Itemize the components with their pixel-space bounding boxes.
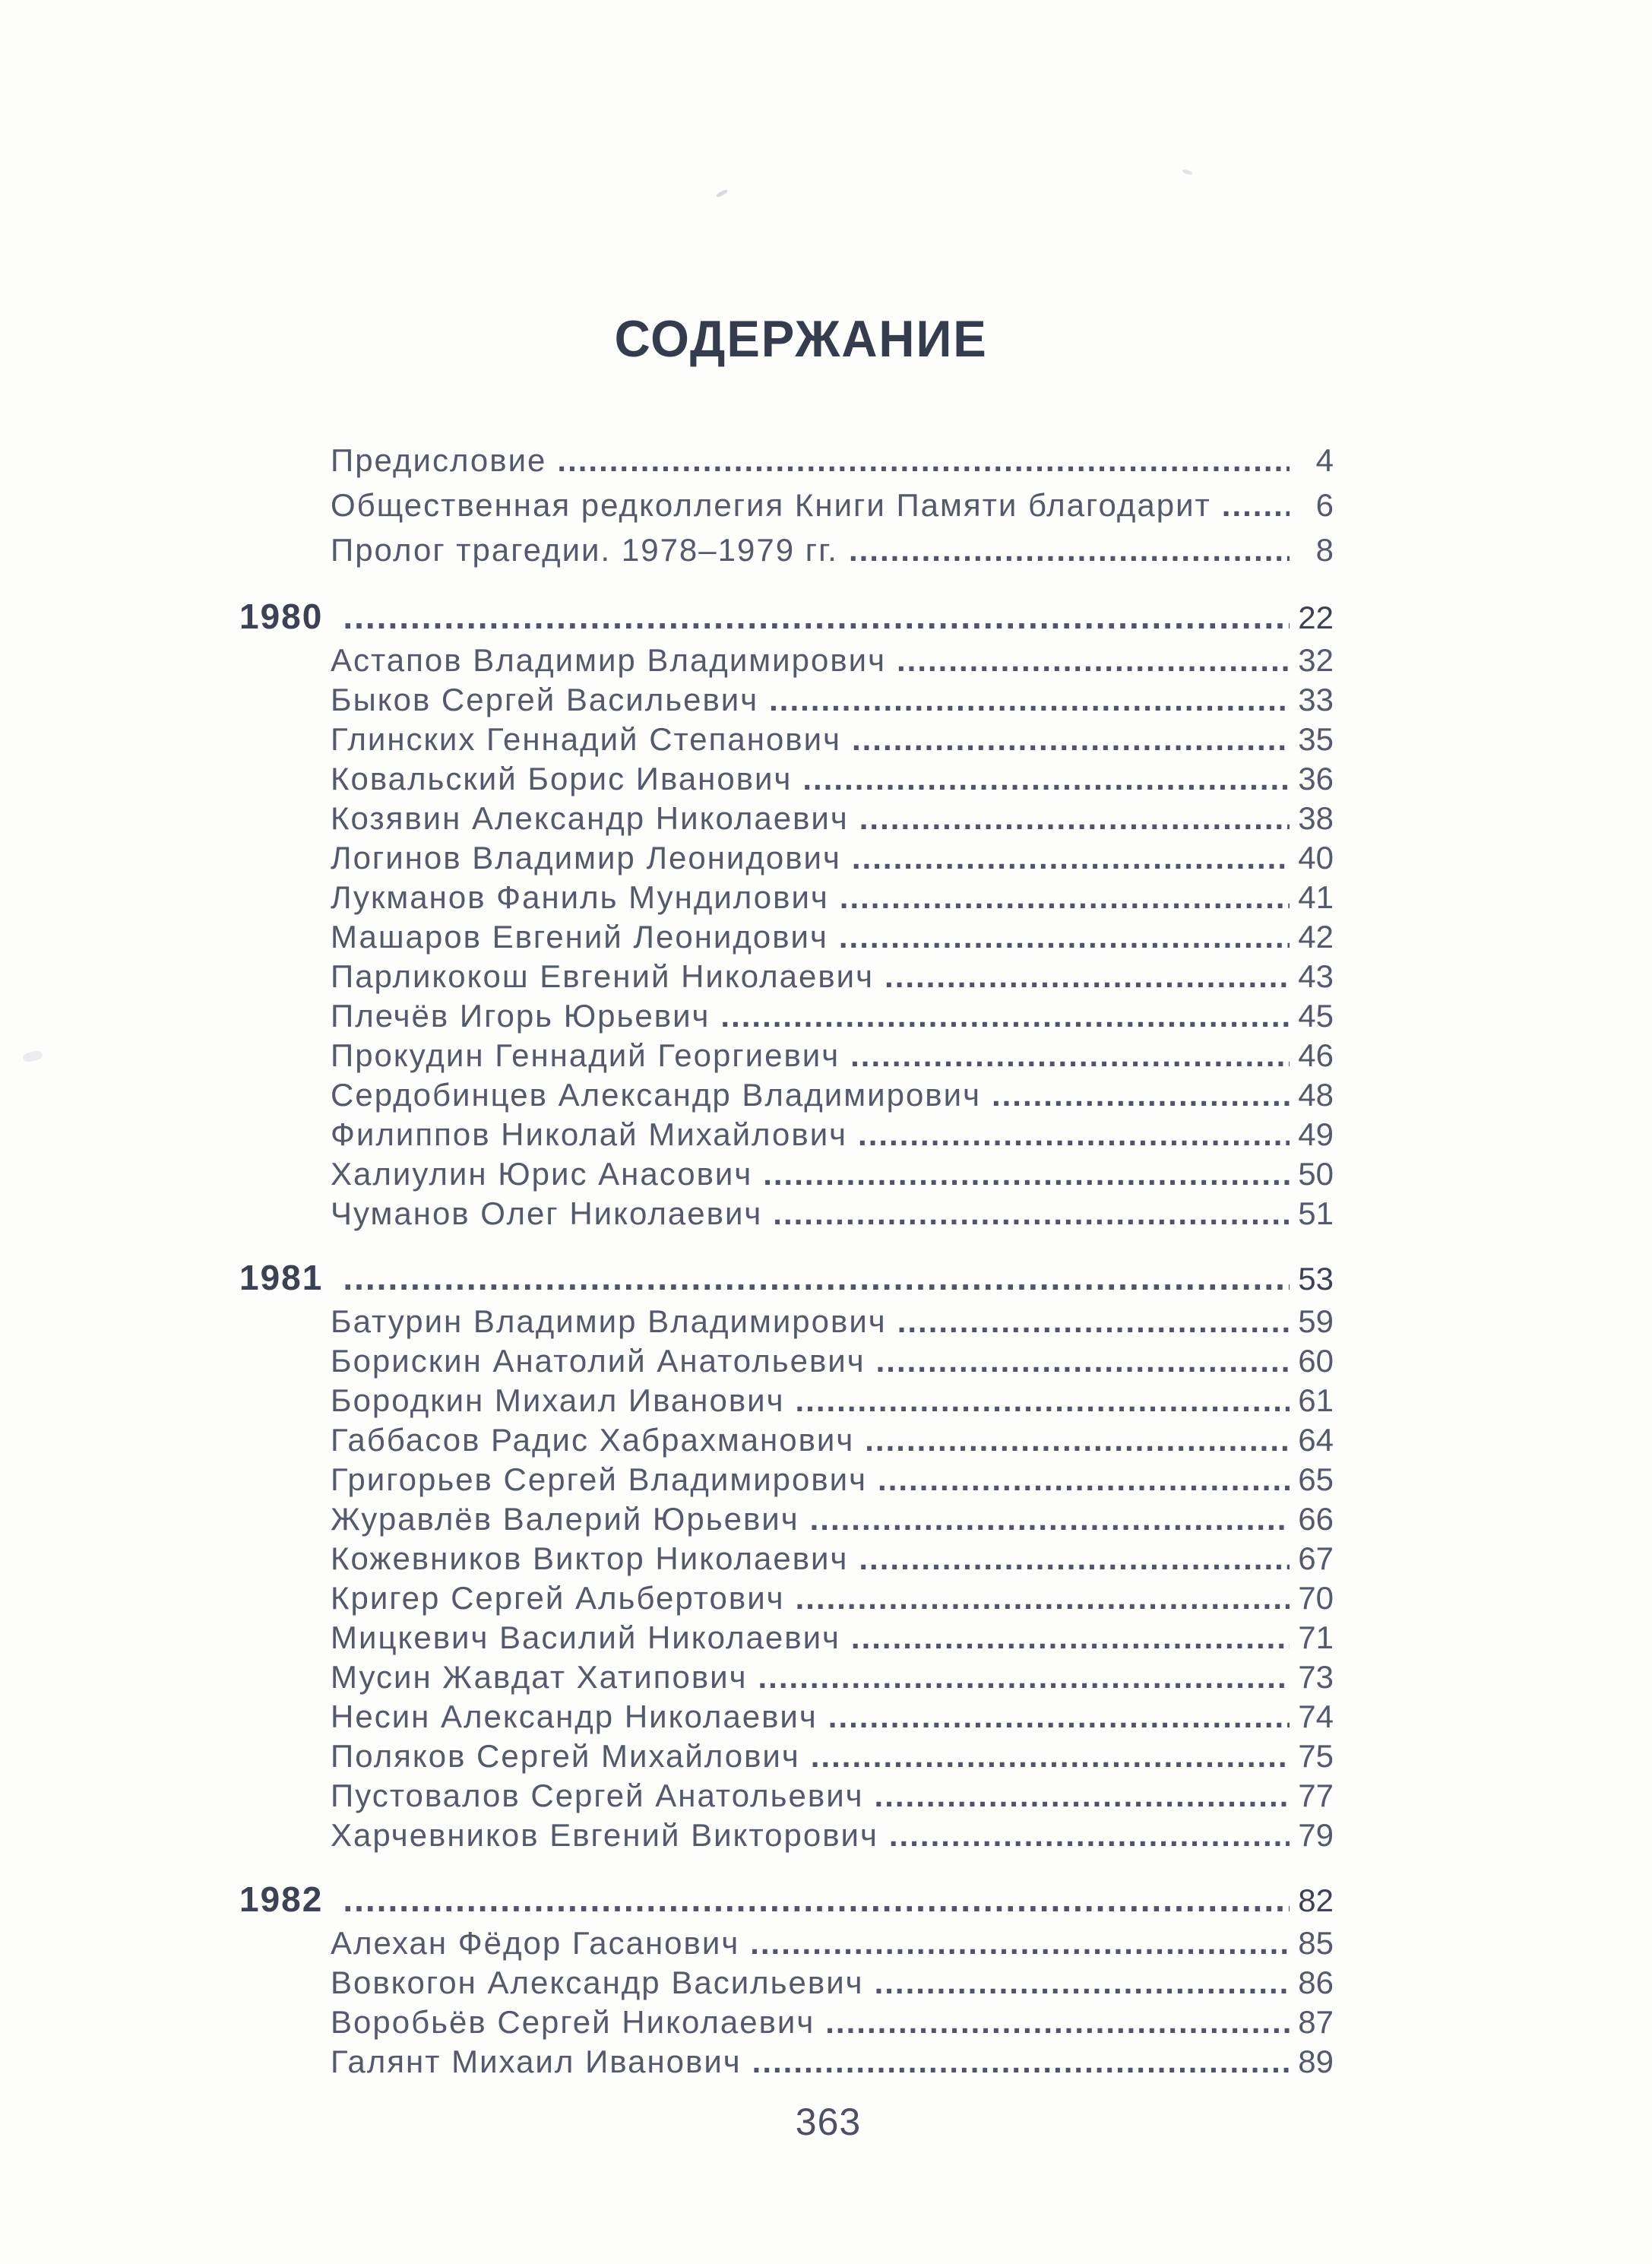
year-heading-1982-label: 1982	[239, 1879, 324, 1919]
year-heading-1980-label: 1980	[239, 597, 324, 636]
toc-entry	[239, 2003, 1334, 2042]
toc-entry	[239, 878, 1334, 917]
scan-speck	[22, 1050, 43, 1062]
toc-entry-page-number: 32	[1298, 642, 1334, 678]
dot-leader	[815, 2003, 1290, 2042]
toc-entry	[239, 1924, 1334, 1963]
year-heading-1981	[239, 1258, 1334, 1297]
dot-leader	[323, 1258, 1290, 1297]
toc-entry-label: Пустовалов Сергей Анатольевич	[331, 1778, 864, 1813]
dot-leader	[323, 1879, 1290, 1919]
toc-entry-label: Ковальский Борис Иванович	[331, 761, 793, 796]
dot-leader	[864, 1776, 1290, 1816]
dot-leader	[864, 1963, 1290, 2003]
toc-entry	[239, 720, 1334, 759]
toc-entry-label: Чуманов Олег Николаевич	[331, 1195, 763, 1231]
toc-entry-page-number: 66	[1298, 1501, 1334, 1537]
dot-leader	[886, 641, 1290, 680]
toc-entry-page-number: 61	[1298, 1382, 1334, 1418]
dot-leader	[849, 799, 1290, 838]
dot-leader	[829, 878, 1290, 917]
dot-leader	[742, 2042, 1290, 2082]
toc-entry-label: Сердобинцев Александр Владимирович	[331, 1077, 981, 1113]
toc-entry-label: Галянт Михаил Иванович	[331, 2044, 742, 2079]
toc-entry-page-number: 59	[1298, 1303, 1334, 1339]
toc-entry-page-number: 64	[1298, 1422, 1334, 1458]
year-heading-1981-page-number: 53	[1298, 1261, 1334, 1297]
entries-1981	[239, 1302, 1334, 1855]
toc-entry-label: Борискин Анатолий Анатольевич	[331, 1343, 866, 1379]
dot-leader	[739, 1924, 1290, 1963]
toc-entry	[239, 641, 1334, 680]
toc-entry	[239, 759, 1334, 799]
toc-entry	[239, 1618, 1334, 1658]
dot-leader	[752, 1154, 1290, 1194]
toc-entry	[239, 1737, 1334, 1776]
year-heading-1981-label: 1981	[239, 1258, 324, 1297]
dot-leader	[799, 1499, 1290, 1539]
toc-entry-label: Филиппов Николай Михайлович	[331, 1116, 848, 1152]
toc-entry-page-number: 87	[1298, 2004, 1334, 2040]
toc-entry-label: Астапов Владимир Владимирович	[331, 642, 886, 678]
toc-entry-label: Мусин Жавдат Хатипович	[331, 1659, 748, 1695]
toc-entry-label: Мицкевич Василий Николаевич	[331, 1620, 840, 1655]
toc-entry	[239, 1420, 1334, 1460]
toc-entry-page-number: 36	[1298, 761, 1334, 796]
toc-entry-page-number: 46	[1298, 1037, 1334, 1073]
year-sections	[239, 597, 1334, 2082]
toc-entry	[239, 680, 1334, 720]
dot-leader	[828, 917, 1290, 957]
toc-entry	[239, 1154, 1334, 1194]
toc-entry	[239, 1539, 1334, 1578]
toc-entry-page-number: 43	[1298, 958, 1334, 994]
front-matter-entry-page-number: 8	[1315, 532, 1334, 568]
toc-entry	[239, 917, 1334, 957]
dot-leader	[710, 996, 1290, 1036]
year-heading-1982	[239, 1879, 1334, 1919]
toc-entry-label: Кригер Сергей Альбертович	[331, 1580, 785, 1616]
toc-entry	[239, 1341, 1334, 1381]
toc-entry-page-number: 48	[1298, 1077, 1334, 1113]
page-title: СОДЕРЖАНИЕ	[614, 310, 988, 368]
front-matter-entry	[239, 438, 1334, 483]
front-matter-entry-page-number: 4	[1315, 442, 1334, 478]
toc-entry	[239, 1776, 1334, 1816]
toc-entry-label: Халиулин Юрис Анасович	[331, 1156, 753, 1192]
front-matter-entry	[239, 483, 1334, 527]
dot-leader	[1211, 483, 1290, 527]
toc-entry-page-number: 41	[1298, 879, 1334, 915]
toc-entry-label: Поляков Сергей Михайлович	[331, 1738, 800, 1774]
toc-entry	[239, 1115, 1334, 1154]
toc-entry	[239, 1460, 1334, 1499]
toc-entry	[239, 1963, 1334, 2003]
toc-entry-label: Журавлёв Валерий Юрьевич	[331, 1501, 799, 1537]
dot-leader	[818, 1697, 1290, 1737]
dot-leader	[887, 1302, 1290, 1341]
dot-leader	[323, 597, 1290, 636]
dot-leader	[840, 1036, 1290, 1075]
toc-entry-label: Глинских Геннадий Степанович	[331, 721, 841, 757]
toc-entry	[239, 996, 1334, 1036]
toc-entry	[239, 2042, 1334, 2082]
dot-leader	[867, 1460, 1290, 1499]
toc-entry-label: Прокудин Геннадий Георгиевич	[331, 1037, 840, 1073]
toc-entry-page-number: 38	[1298, 800, 1334, 836]
front-matter-entry-page-number: 6	[1315, 487, 1334, 523]
toc-entry-label: Быков Сергей Васильевич	[331, 682, 759, 717]
entries-1980	[239, 641, 1334, 1233]
toc-entry-label: Парликокош Евгений Николаевич	[331, 958, 875, 994]
dot-leader	[848, 1539, 1290, 1578]
dot-leader	[758, 680, 1290, 720]
toc-entry-page-number: 86	[1298, 1965, 1334, 2000]
dot-leader	[878, 1816, 1290, 1855]
dot-leader	[847, 1115, 1290, 1154]
dot-leader	[785, 1381, 1290, 1420]
toc-entry-label: Бородкин Михаил Иванович	[331, 1382, 785, 1418]
toc-entry-label: Плечёв Игорь Юрьевич	[331, 998, 710, 1034]
year-heading-1980-page-number: 22	[1298, 600, 1334, 635]
toc-entry-label: Григорьев Сергей Владимирович	[331, 1461, 868, 1497]
toc-entry	[239, 838, 1334, 878]
toc-entry-page-number: 51	[1298, 1195, 1334, 1231]
toc-entry	[239, 957, 1334, 996]
toc-entry-label: Логинов Владимир Леонидович	[331, 840, 841, 876]
toc-entry	[239, 1194, 1334, 1233]
dot-leader	[748, 1658, 1290, 1697]
toc-entry	[239, 1578, 1334, 1618]
toc-entry	[239, 1697, 1334, 1737]
dot-leader	[546, 438, 1290, 483]
toc-entry-label: Вовкогон Александр Васильевич	[331, 1965, 864, 2000]
toc-entry	[239, 1075, 1334, 1115]
toc-entry-label: Несин Александр Николаевич	[331, 1699, 818, 1734]
toc-entry-label: Лукманов Фаниль Мундилович	[331, 879, 829, 915]
front-matter-entry	[239, 527, 1334, 572]
dot-leader	[981, 1075, 1290, 1115]
toc-entry-label: Кожевников Виктор Николаевич	[331, 1540, 849, 1576]
toc-entry	[239, 1381, 1334, 1420]
toc-entry-page-number: 40	[1298, 840, 1334, 876]
toc-entry-label: Харчевников Евгений Викторович	[331, 1817, 878, 1853]
front-matter-entry-label: Предисловие	[331, 442, 547, 478]
toc-entry-page-number: 45	[1298, 998, 1334, 1034]
toc-entry-label: Козявин Александр Николаевич	[331, 800, 849, 836]
toc-entry	[239, 1302, 1334, 1341]
toc-entry-page-number: 67	[1298, 1540, 1334, 1576]
toc-entry-page-number: 79	[1298, 1817, 1334, 1853]
toc-entry-label: Машаров Евгений Леонидович	[331, 919, 828, 955]
entries-1982	[239, 1924, 1334, 2082]
dot-leader	[800, 1737, 1290, 1776]
toc-entry-page-number: 89	[1298, 2044, 1334, 2079]
toc-entry-page-number: 75	[1298, 1738, 1334, 1774]
dot-leader	[866, 1341, 1290, 1381]
toc-entry-page-number: 85	[1298, 1925, 1334, 1961]
folio-page-number: 363	[795, 2101, 862, 2143]
dot-leader	[792, 759, 1290, 799]
front-matter-list	[239, 438, 1334, 572]
toc-entry-page-number: 74	[1298, 1699, 1334, 1734]
toc-entry-page-number: 70	[1298, 1580, 1334, 1616]
toc-entry	[239, 1036, 1334, 1075]
toc-entry-page-number: 60	[1298, 1343, 1334, 1379]
toc-entry-label: Воробьёв Сергей Николаевич	[331, 2004, 815, 2040]
toc-entry-page-number: 65	[1298, 1461, 1334, 1497]
dot-leader	[854, 1420, 1290, 1460]
toc-entry	[239, 799, 1334, 838]
toc-entry-page-number: 42	[1298, 919, 1334, 955]
toc-entry	[239, 1658, 1334, 1697]
toc-entry-page-number: 35	[1298, 721, 1334, 757]
toc-entry-page-number: 50	[1298, 1156, 1334, 1192]
dot-leader	[841, 838, 1290, 878]
toc-entry-page-number: 77	[1298, 1778, 1334, 1813]
dot-leader	[785, 1578, 1290, 1618]
year-heading-1982-page-number: 82	[1298, 1882, 1334, 1918]
toc-entry-label: Габбасов Радис Хабрахманович	[331, 1422, 855, 1458]
toc-entry-page-number: 49	[1298, 1116, 1334, 1152]
toc-entry	[239, 1816, 1334, 1855]
toc-entry-page-number: 73	[1298, 1659, 1334, 1695]
toc-entry	[239, 1499, 1334, 1539]
toc-entry-page-number: 33	[1298, 682, 1334, 717]
front-matter-entry-label: Общественная редколлегия Книги Памяти благодарит	[331, 487, 1211, 523]
year-heading-1980	[239, 597, 1334, 636]
dot-leader	[841, 720, 1290, 759]
dot-leader	[762, 1194, 1290, 1233]
toc-entry-label: Алехан Фёдор Гасанович	[331, 1925, 740, 1961]
dot-leader	[838, 527, 1290, 572]
toc-entry-page-number: 71	[1298, 1620, 1334, 1655]
toc-entry-label: Батурин Владимир Владимирович	[331, 1303, 887, 1339]
table-of-contents	[239, 0, 1334, 2142]
dot-leader	[874, 957, 1290, 996]
front-matter-entry-label: Пролог трагедии. 1978–1979 гг.	[331, 532, 838, 568]
dot-leader	[840, 1618, 1290, 1658]
